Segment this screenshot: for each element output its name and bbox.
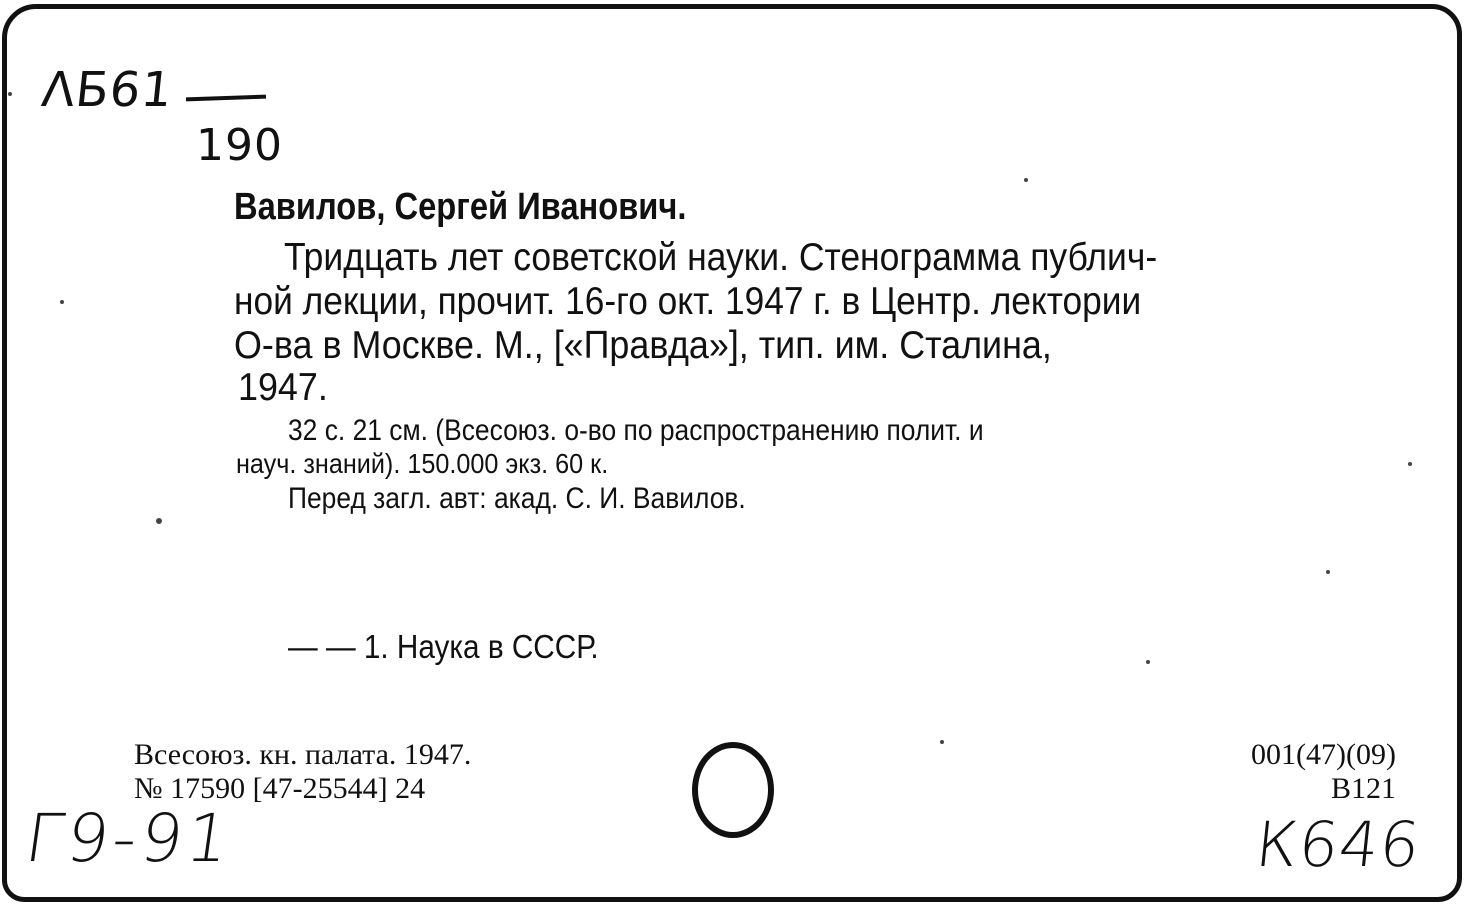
collation-line-2: науч. знаний). 150.000 экз. 60 к. — [236, 448, 609, 479]
dust-speck — [940, 740, 944, 744]
publisher-line: Всесоюз. кн. палата. 1947. — [134, 738, 472, 771]
title-line-2: ной лекции, прочит. 16-го окт. 1947 г. в Центр. лектории — [234, 280, 1142, 323]
call-number-top: ΛБ61 — [39, 62, 176, 118]
title-line-4: 1947. — [238, 366, 328, 409]
dust-speck — [1146, 660, 1150, 664]
dust-speck — [1408, 462, 1412, 466]
call-number-bottom: 190 — [196, 120, 283, 171]
registration-number: № 17590 [47-25544] 24 — [134, 772, 426, 805]
dust-speck — [8, 92, 12, 96]
punch-hole — [692, 742, 774, 838]
dust-speck — [1326, 570, 1330, 574]
dust-speck — [156, 518, 162, 524]
inventory-number-right: К646 — [1252, 808, 1425, 881]
title-line-3: О-ва в Москве. М., [«Правда»], тип. им. Сталина, — [234, 324, 1052, 367]
author-note: Перед загл. авт: акад. С. И. Вавилов. — [288, 482, 746, 515]
collation-line-1: 32 с. 21 см. (Всесоюз. о-во по распространению полит. и — [288, 414, 984, 447]
subject-heading: — — 1. Наука в СССР. — [288, 628, 599, 665]
classification-code: 001(47)(09) — [1251, 738, 1396, 771]
dust-speck — [1024, 178, 1028, 182]
author-mark: В121 — [1330, 772, 1396, 805]
title-line-1: Тридцать лет советской науки. Стенограмма публич- — [284, 236, 1158, 279]
dust-speck — [60, 300, 64, 304]
inventory-number-left: Г9-91 — [20, 800, 239, 877]
author-heading: Вавилов, Сергей Иванович. — [234, 186, 687, 228]
